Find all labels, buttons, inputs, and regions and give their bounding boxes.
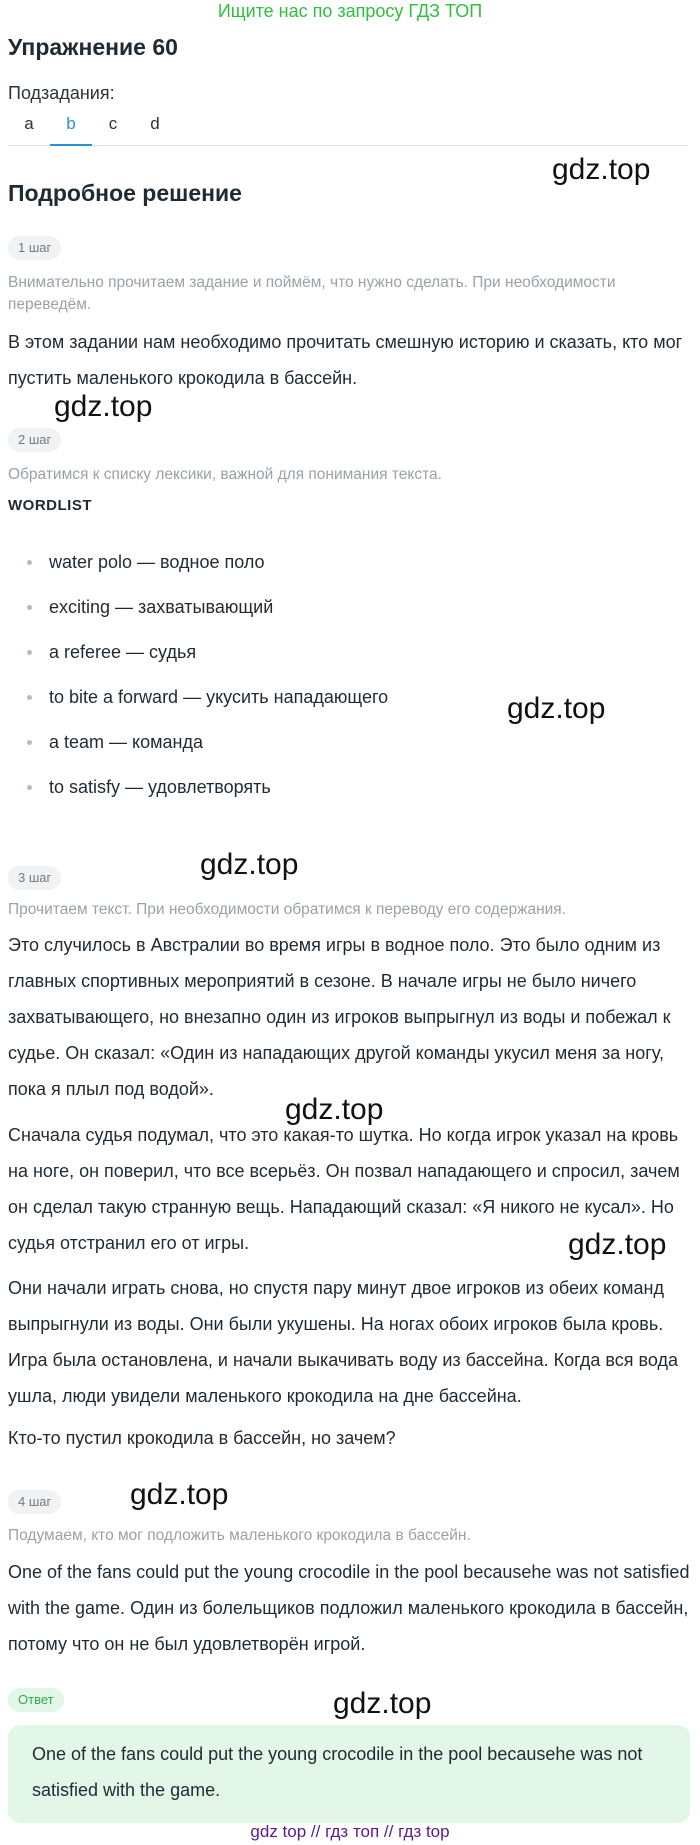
step-2-hint: Обратимся к списку лексики, важной для понимания текста. [8, 466, 442, 483]
list-item: to bite a forward — укусить нападающего [22, 675, 582, 720]
wordlist [22, 540, 582, 810]
story-question: Кто-то пустил крокодила в бассейн, но зачем? [8, 1428, 396, 1448]
step-badge-2: 2 шаг [8, 428, 61, 452]
watermark: gdz.top [285, 1093, 384, 1126]
footer-links[interactable]: gdz top // гдз топ // гдз top [250, 1822, 450, 1841]
subtasks-label: Подзадания: [8, 83, 115, 103]
list-item: a referee — судья [22, 630, 582, 675]
watermark: gdz.top [333, 1687, 432, 1720]
subtask-tabs [8, 110, 688, 146]
step-badge-3: 3 шаг [8, 866, 61, 890]
step-badge-4: 4 шаг [8, 1490, 61, 1514]
tab-b[interactable]: b [50, 110, 92, 146]
tab-a[interactable]: a [24, 114, 34, 133]
step-1-text: В этом задании нам необходимо прочитать смешную историю и сказать, кто мог пустить маленького крокодила в бассейн. [8, 332, 683, 388]
answer-box [8, 1725, 690, 1823]
watermark: gdz.top [507, 692, 606, 725]
answer-text: One of the fans could put the young crocodile in the pool becausehe was not satisfied with the game. [32, 1744, 643, 1800]
top-promo-banner[interactable]: Ищите нас по запросу ГДЗ ТОП [217, 1, 483, 21]
list-item: a team — команда [22, 720, 582, 765]
wordlist-heading: WORDLIST [8, 497, 92, 514]
story-paragraph: Сначала судья подумал, что это какая-то шутка. Но когда игрок указал на кровь на ноге, он поверил, что все всерьёз. Он позвал нападающего и спросил, зачем он сделал такую странную вещь. Нападающий сказал: «Я никого не кусал». Но судья отстранил его от игры. [8, 1125, 680, 1253]
tab-d[interactable]: d [150, 114, 160, 133]
step-4-hint: Подумаем, кто мог подложить маленького крокодила в бассейн. [8, 1527, 471, 1544]
tab-c[interactable]: c [108, 114, 118, 133]
watermark: gdz.top [552, 153, 651, 186]
step-4-text: One of the fans could put the young crocodile in the pool becausehe was not satisfied with the game. Один из болельщиков подложил маленького крокодила в бассейн, потому что он не был удовлетворён игрой. [8, 1562, 690, 1654]
watermark: gdz.top [130, 1478, 229, 1511]
page-title: Упражнение 60 [8, 34, 178, 60]
solution-title: Подробное решение [8, 180, 242, 206]
step-badge-1: 1 шаг [8, 236, 61, 260]
step-3-hint: Прочитаем текст. При необходимости обратимся к переводу его содержания. [8, 901, 566, 918]
watermark: gdz.top [54, 390, 153, 423]
answer-badge: Ответ [8, 1688, 64, 1712]
story-paragraph: Они начали играть снова, но спустя пару минут двое игроков из обеих команд выпрыгнули из воды. Они были укушены. На ногах обоих игроков была кровь. Игра была остановлена, и начали выкачивать воду из бассейна. Когда вся вода ушла, люди увидели маленького крокодила на дне бассейна. [8, 1278, 678, 1406]
list-item: water polo — водное поло [22, 540, 582, 585]
step-1-hint: Внимательно прочитаем задание и поймём, что нужно сделать. При необходимости переведём. [8, 274, 616, 313]
list-item: to satisfy — удовлетворять [22, 765, 582, 810]
watermark: gdz.top [568, 1228, 667, 1261]
list-item: exciting — захватывающий [22, 585, 582, 630]
watermark: gdz.top [200, 848, 299, 881]
story-paragraph: Это случилось в Австралии во время игры в водное поло. Это было одним из главных спортивных мероприятий в сезоне. В начале игры не было ничего захватывающего, но внезапно один из игроков выпрыгнул из воды и побежал к судье. Он сказал: «Один из нападающих другой команды укусил меня за ногу, пока я плыл под водой». [8, 935, 671, 1099]
